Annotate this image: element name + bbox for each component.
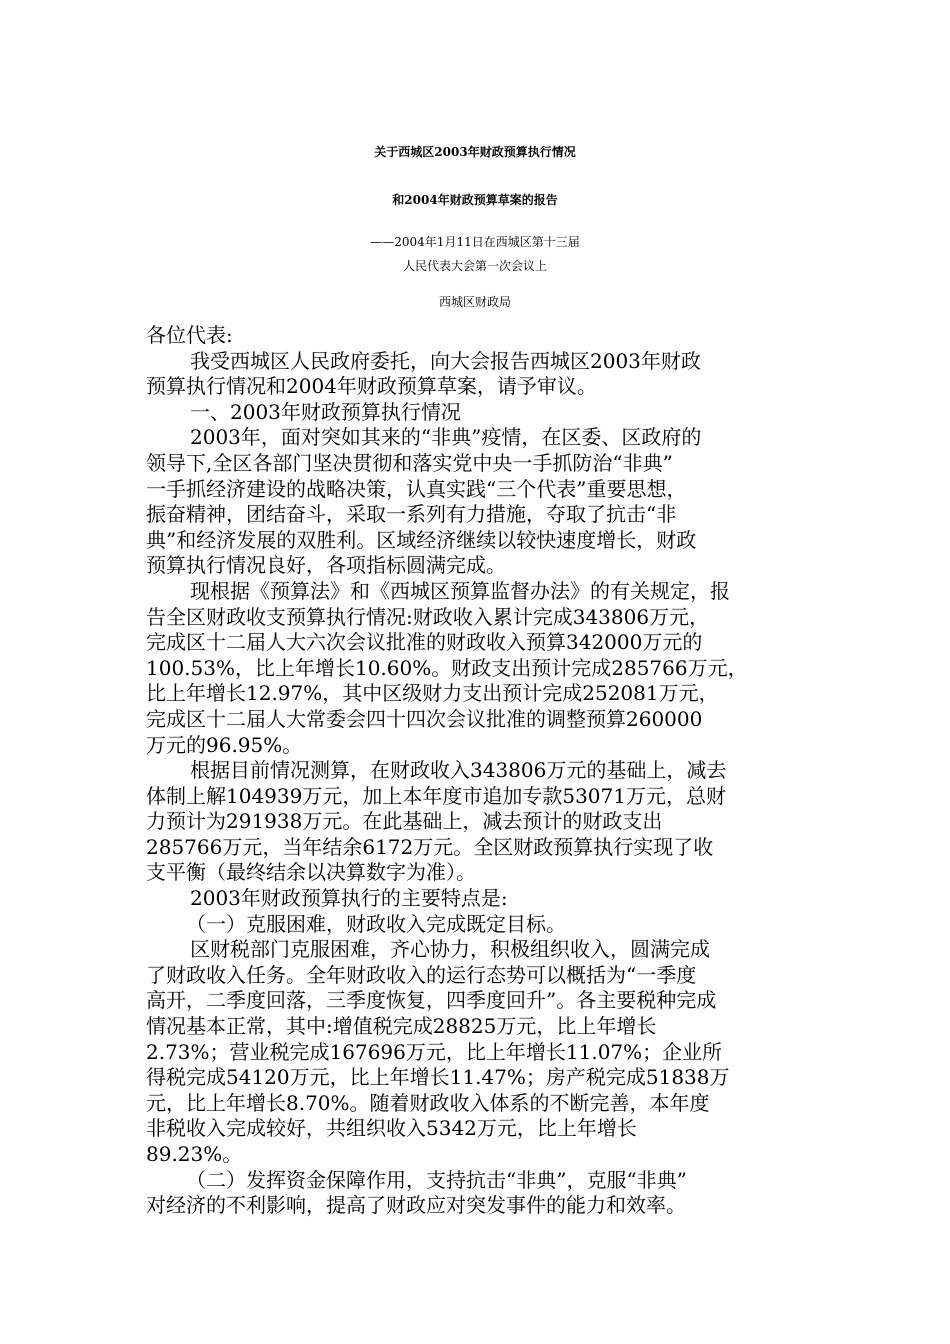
body-line: 预算执行情况和2004年财政预算草案，请予审议。 — [146, 374, 597, 399]
body-line: 情况基本正常，其中:增值税完成28825万元，比上年增长 — [146, 1014, 657, 1039]
report-title-line-2: 和2004年财政预算草案的报告 — [392, 193, 558, 207]
body-line: 振奋精神，团结奋斗，采取一系列有力措施，夺取了抗击“非 — [146, 502, 677, 527]
subsection-heading: （二）发挥资金保障作用，支持抗击“非典”，克服“非典” — [186, 1167, 687, 1192]
body-line: 完成区十二届人大六次会议批准的财政收入预算342000万元的 — [146, 630, 703, 655]
salutation: 各位代表: — [146, 323, 233, 347]
body-line: 了财政收入任务。全年财政收入的运行态势可以概括为“一季度 — [146, 962, 697, 987]
body-line: 2003年，面对突如其来的“非典”疫情，在区委、区政府的 — [190, 425, 702, 450]
section-heading: 一、2003年财政预算执行情况 — [190, 399, 461, 424]
report-body — [146, 323, 826, 1219]
subtitle-line-1: ——2004年1月11日在西城区第十三届 — [370, 235, 580, 249]
body-line: 预算执行情况良好，各项指标圆满完成。 — [146, 553, 506, 578]
report-title-line-1: 关于西城区2003年财政预算执行情况 — [374, 145, 576, 159]
body-line: 元，比上年增长8.70%。随着财政收入体系的不断完善，本年度 — [146, 1090, 710, 1115]
body-line: 完成区十二届人大常委会四十四次会议批准的调整预算260000 — [146, 706, 703, 731]
body-line: 一手抓经济建设的战略决策，认真实践“三个代表”重要思想， — [146, 476, 687, 501]
body-line: 区财税部门克服困难，齐心协力，积极组织收入，圆满完成 — [190, 937, 710, 962]
body-line: 领导下,全区各部门坚决贯彻和落实党中央一手抓防治“非典” — [146, 450, 673, 475]
body-line: 根据目前情况测算，在财政收入343806万元的基础上，减去 — [190, 758, 727, 783]
body-line: 非税收入完成较好，共组织收入5342万元，比上年增长 — [146, 1116, 637, 1141]
subtitle-line-2: 人民代表大会第一次会议上 — [402, 259, 547, 273]
body-line: 告全区财政收支预算执行情况:财政收入累计完成343806万元， — [146, 604, 710, 629]
body-line: 100.53%，比上年增长10.60%。财政支出预计完成285766万元， — [146, 655, 748, 680]
body-line: 现根据《预算法》和《西城区预算监督办法》的有关规定，报 — [190, 578, 730, 603]
body-line: 支平衡（最终结余以决算数字为准）。 — [146, 860, 476, 885]
body-line: 比上年增长12.97%，其中区级财力支出预计完成252081万元， — [146, 681, 719, 706]
body-line: 对经济的不利影响，提高了财政应对突发事件的能力和效率。 — [146, 1193, 686, 1218]
body-line: 2.73%；营业税完成167696万元，比上年增长11.07%；企业所 — [146, 1039, 723, 1064]
body-line: 285766万元，当年结余6172万元。全区财政预算执行实现了收 — [146, 834, 714, 859]
body-line: 典”和经济发展的双胜利。区域经济继续以较快速度增长，财政 — [146, 527, 697, 552]
body-line: 得税完成54120万元，比上年增长11.47%；房产税完成51838万 — [146, 1065, 730, 1090]
body-line: 89.23%。 — [146, 1142, 243, 1166]
body-line: 高开，二季度回落，三季度恢复，四季度回升”。各主要税种完成 — [146, 988, 717, 1013]
body-line: 我受西城区人民政府委托，向大会报告西城区2003年财政 — [190, 348, 701, 373]
subsection-heading: （一）克服困难，财政收入完成既定目标。 — [186, 911, 566, 936]
author-label: 西城区财政局 — [438, 295, 511, 309]
body-line: 体制上解104939万元，加上本年度市追加专款53071万元，总财 — [146, 783, 726, 808]
body-line: 力预计为291938万元。在此基础上，减去预计的财政支出 — [146, 809, 663, 834]
body-line: 2003年财政预算执行的主要特点是: — [190, 886, 508, 911]
body-line: 万元的96.95%。 — [146, 732, 303, 757]
